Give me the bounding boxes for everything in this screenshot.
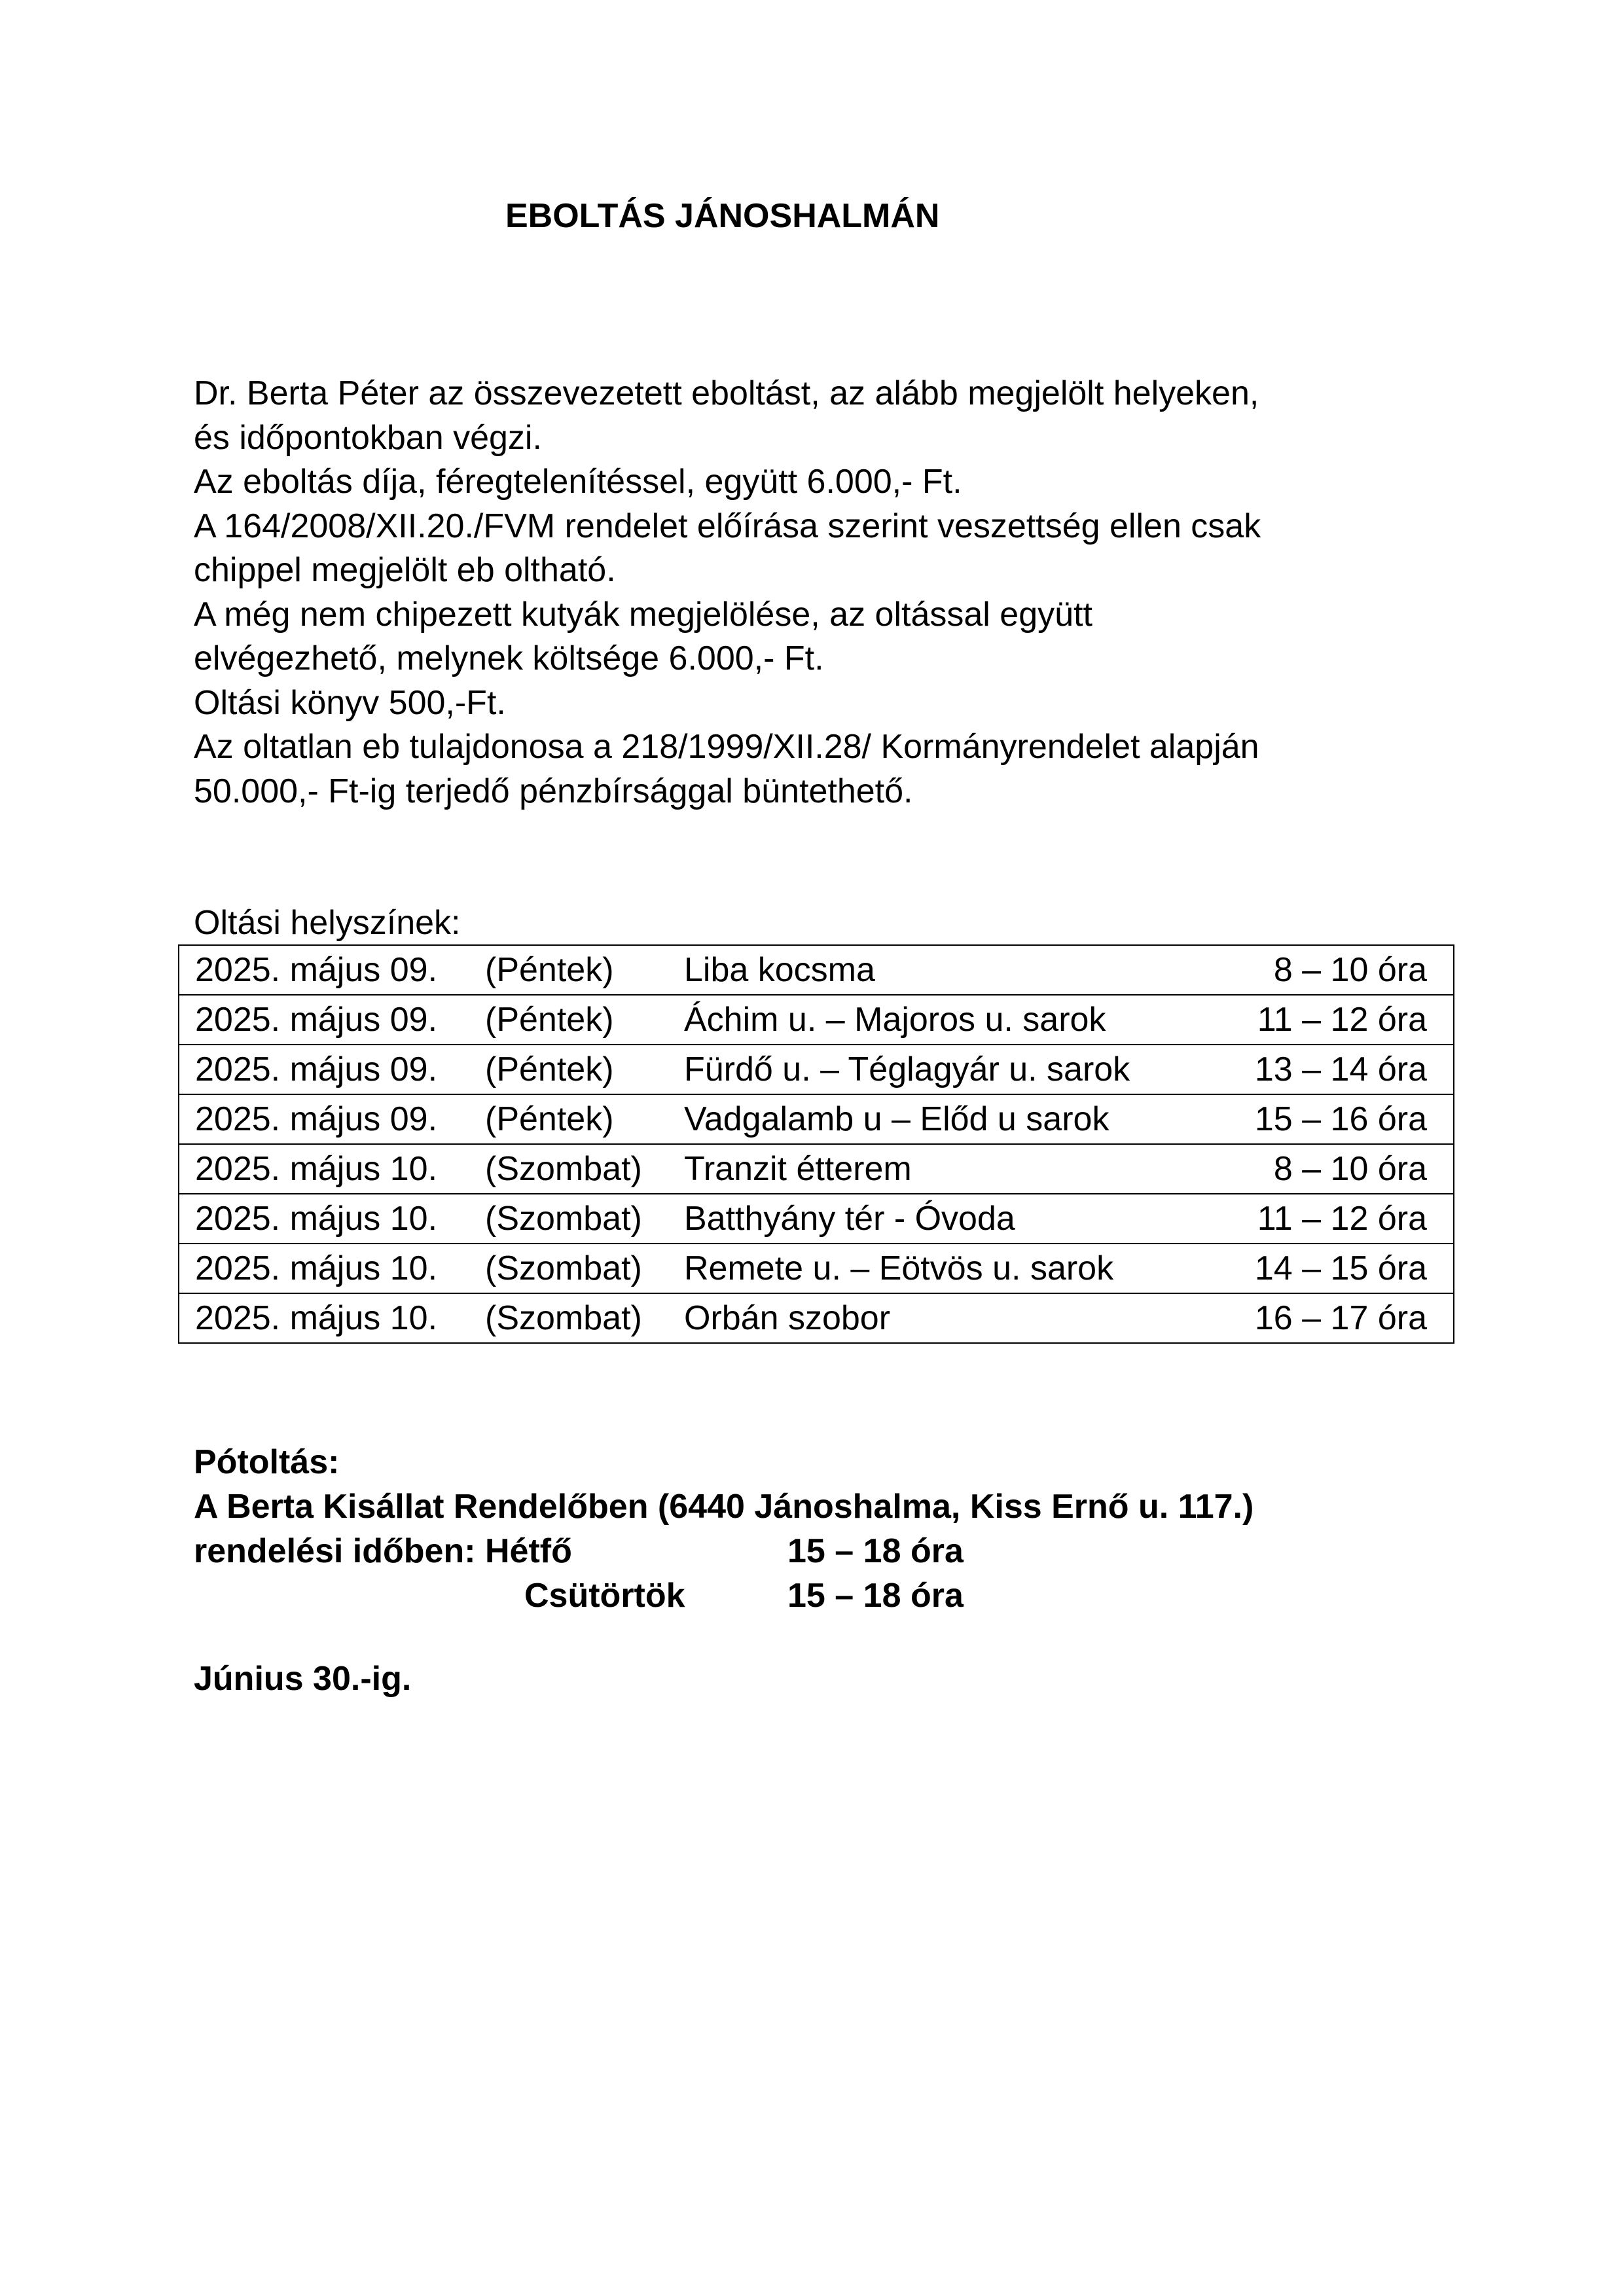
schedule-day: (Szombat)	[485, 1244, 684, 1293]
schedule-place: Liba kocsma	[684, 945, 1229, 995]
schedule-row	[179, 1144, 1454, 1194]
schedule-time: 8 – 10 óra	[1229, 945, 1454, 995]
intro-line: Dr. Berta Péter az összevezetett eboltást, az alább megjelölt helyeken,	[194, 374, 1259, 412]
intro-line: Oltási könyv 500,-Ft.	[194, 683, 506, 722]
deadline: Június 30.-ig.	[194, 1660, 412, 1698]
schedule-day: (Péntek)	[485, 1094, 684, 1144]
schedule-row	[179, 1094, 1454, 1144]
schedule-place: Fürdő u. – Téglagyár u. sarok	[684, 1045, 1229, 1094]
schedule-body	[179, 945, 1454, 1343]
schedule-row	[179, 1244, 1454, 1293]
monday-hours: 15 – 18 óra	[787, 1532, 964, 1570]
schedule-day: (Péntek)	[485, 945, 684, 995]
clinic-address: A Berta Kisállat Rendelőben (6440 Jánoshalma, Kiss Ernő u. 117.)	[194, 1488, 1254, 1526]
makeup-heading: Pótoltás:	[194, 1443, 340, 1481]
intro-line: elvégezhető, melynek költsége 6.000,- Ft.	[194, 639, 824, 677]
thursday-hours-row	[194, 1573, 1254, 1618]
page-title: EBOLTÁS JÁNOSHALMÁN	[505, 197, 940, 235]
schedule-time: 16 – 17 óra	[1229, 1293, 1454, 1343]
schedule-date: 2025. május 10.	[179, 1293, 485, 1343]
schedule-time: 15 – 16 óra	[1229, 1094, 1454, 1144]
schedule-table	[178, 944, 1454, 1344]
schedule-day: (Péntek)	[485, 1045, 684, 1094]
intro-line: A még nem chipezett kutyák megjelölése, az oltással együtt	[194, 595, 1092, 634]
schedule-day: (Péntek)	[485, 995, 684, 1045]
schedule-place: Remete u. – Eötvös u. sarok	[684, 1244, 1229, 1293]
schedule-place: Orbán szobor	[684, 1293, 1229, 1343]
monday-hours-row	[194, 1529, 1254, 1573]
schedule-day: (Szombat)	[485, 1194, 684, 1244]
intro-line: Az oltatlan eb tulajdonosa a 218/1999/XII.28/ Kormányrendelet alapján	[194, 728, 1259, 766]
schedule-time: 11 – 12 óra	[1229, 995, 1454, 1045]
schedule-row	[179, 1194, 1454, 1244]
makeup-section	[194, 1440, 1254, 1618]
schedule-place: Áchim u. – Majoros u. sarok	[684, 995, 1229, 1045]
schedule-date: 2025. május 10.	[179, 1144, 485, 1194]
schedule-date: 2025. május 09.	[179, 945, 485, 995]
schedule-place: Tranzit étterem	[684, 1144, 1229, 1194]
schedule-time: 13 – 14 óra	[1229, 1045, 1454, 1094]
schedule-time: 11 – 12 óra	[1229, 1194, 1454, 1244]
schedule-day: (Szombat)	[485, 1144, 684, 1194]
schedule-date: 2025. május 10.	[179, 1194, 485, 1244]
intro-line: Az eboltás díja, féregtelenítéssel, együtt 6.000,- Ft.	[194, 463, 962, 501]
schedule-date: 2025. május 09.	[179, 1094, 485, 1144]
thursday-label: Csütörtök	[524, 1577, 685, 1615]
schedule-day: (Szombat)	[485, 1293, 684, 1343]
schedule-time: 14 – 15 óra	[1229, 1244, 1454, 1293]
schedule-place: Vadgalamb u – Előd u sarok	[684, 1094, 1229, 1144]
schedule-row	[179, 995, 1454, 1045]
schedule-time: 8 – 10 óra	[1229, 1144, 1454, 1194]
schedule-place: Batthyány tér - Óvoda	[684, 1194, 1229, 1244]
sites-label: Oltási helyszínek:	[194, 904, 461, 942]
intro-line: chippel megjelölt eb oltható.	[194, 551, 616, 589]
thursday-hours: 15 – 18 óra	[787, 1577, 964, 1615]
schedule-row	[179, 1293, 1454, 1343]
schedule-row	[179, 945, 1454, 995]
schedule-date: 2025. május 09.	[179, 995, 485, 1045]
intro-paragraph	[194, 372, 1503, 814]
schedule-date: 2025. május 10.	[179, 1244, 485, 1293]
intro-line: és időpontokban végzi.	[194, 418, 542, 457]
schedule-row	[179, 1045, 1454, 1094]
hours-prefix: rendelési időben: Hétfő	[194, 1532, 572, 1570]
intro-line: A 164/2008/XII.20./FVM rendelet előírása szerint veszettség ellen csak	[194, 507, 1261, 545]
schedule-date: 2025. május 09.	[179, 1045, 485, 1094]
intro-line: 50.000,- Ft-ig terjedő pénzbírsággal büntethető.	[194, 772, 913, 810]
